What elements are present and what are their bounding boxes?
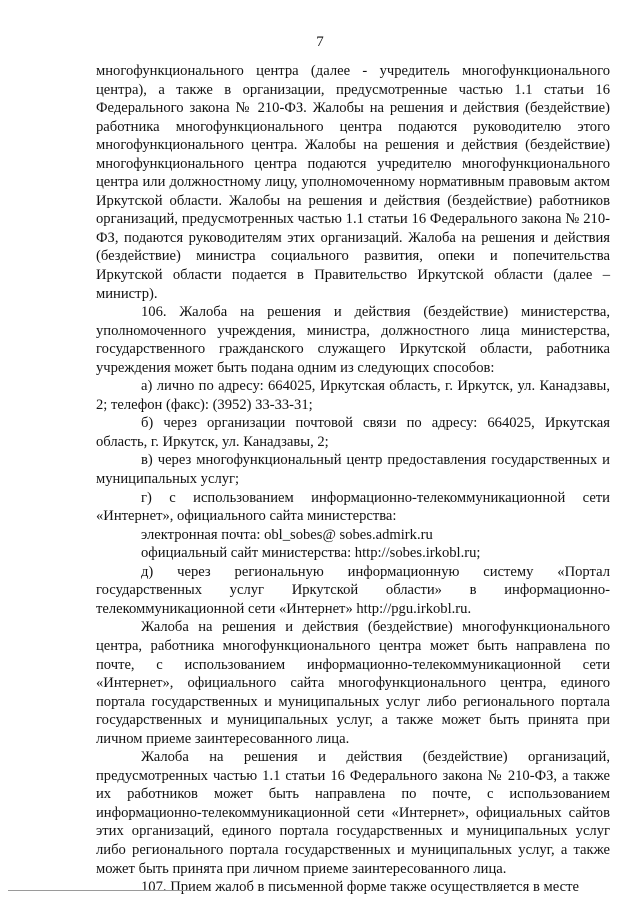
- paragraph-option-v: в) через многофункциональный центр предоставления государственных и муниципальных услуг;: [96, 452, 610, 488]
- paragraph-mfc-complaints: многофункционального центра (далее - учредитель многофункционального центра), а также в организации, предусмотренные частью 1.1 статьи 16 Федерального закона № 210-ФЗ. Жалобы на решения и действия (бездействие) работника многофункционального центра подаются руководителю этого многофункционального центра. Жалобы на решения и действия (бездействие) многофункционального центра подаются учредителю многофункционального центра или должностному лицу, уполномоченному нормативным правовым актом Иркутской области. Жалобы на решения и действия (бездействие) работников организаций, предусмотренных частью 1.1 статьи 16 Федерального закона № 210-ФЗ, подаются руководителям этих организаций. Жалоба на решения и действия (бездействие) министра социального развития, опеки и попечительства Иркутской области подается в Правительство Иркутской области (далее – министр).: [96, 63, 610, 302]
- paragraph-107: 107. Прием жалоб в письменной форме также осуществляется в месте: [141, 879, 579, 896]
- paragraph-option-d: д) через региональную информационную систему «Портал государственных услуг Иркутской области» в информационно-телекоммуникационной сети «Интернет» http://pgu.irkobl.ru.: [96, 563, 610, 617]
- paragraph-option-b: б) через организации почтовой связи по адресу: 664025, Иркутская область, г. Иркутск, ул. Канадзавы, 2;: [96, 415, 610, 450]
- paragraph-106: 106. Жалоба на решения и действия (бездействие) министерства, уполномоченного учреждения, министра, должностного лица министерства, государственного гражданского служащего Иркутской области, работника учреждения может быть подана одним из следующих способов:: [96, 304, 610, 376]
- paragraph-option-a: а) лично по адресу: 664025, Иркутская область, г. Иркутск, ул. Канадзавы, 2; телефон (факс): (3952) 33-33-31;: [96, 378, 610, 413]
- paragraph-organizations-complaint-channels: Жалоба на решения и действия (бездействие) организаций, предусмотренных частью 1.1 статьи 16 Федерального закона № 210-ФЗ, а также их работников может быть направлена по почте, с использованием информационно-телекоммуникационной сети «Интернет», официальных сайтов этих организаций, единого портала государственных и муниципальных услуг либо регионального портала государственных и муниципальных услуг, а также может быть принята при личном приеме заинтересованного лица.: [96, 749, 610, 877]
- paragraph-mfc-complaint-channels: Жалоба на решения и действия (бездействие) многофункционального центра, работника многофункционального центра может быть направлена по почте, с использованием информационно-телекоммуникационной сети «Интернет», официального сайта многофункционального центра, единого портала государственных и муниципальных услуг либо регионального портала государственных и муниципальных услуг, а также может быть принята при личном приеме заинтересованного лица.: [96, 619, 610, 747]
- footer-divider: [8, 890, 190, 891]
- paragraph-option-g: г) с использованием информационно-телекоммуникационной сети «Интернет», официального сайта министерства:: [96, 489, 610, 525]
- page-number: 7: [316, 34, 324, 50]
- website-line: официальный сайт министерства: http://sobes.irkobl.ru;: [141, 545, 481, 562]
- email-line: электронная почта: obl_sobes@ sobes.admirk.ru: [141, 526, 433, 543]
- document-body: [96, 62, 610, 897]
